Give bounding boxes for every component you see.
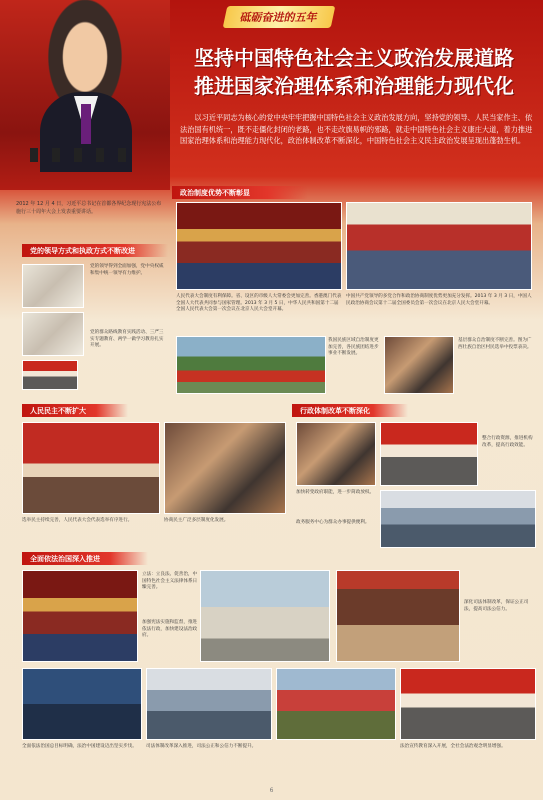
photo-npc-vote	[22, 570, 138, 662]
caption-judicial: 司法体制改革深入推进，司法公正和公信力不断提升。	[146, 744, 257, 749]
portrait-tie	[81, 104, 91, 144]
left-intro-text: 2012 年 12 月 4 日，习近平总书记在首都各界纪念现行宪法公布施行三十周年大会上发表重要讲话。	[16, 201, 162, 215]
photo-service-center	[380, 490, 536, 548]
section-heading-5: 全面依法治国深入推进	[22, 552, 148, 565]
photo-consultation	[164, 422, 286, 514]
microphones	[30, 148, 140, 162]
photo-signing	[296, 422, 376, 486]
photo-public-security	[146, 668, 272, 740]
title-line-2: 推进国家治理体系和治理能力现代化	[194, 74, 514, 98]
photo-police-oath	[22, 668, 142, 740]
left-text-2: 党的群众路线教育实践活动、三严三实专题教育、两学一做学习教育扎实开展。	[90, 330, 164, 348]
right-text-3: 加强宪法实施和监督，推进依法行政，加快建设法治政府。	[142, 620, 198, 638]
caption-rule-of-law: 全面依法治国总目标明确，法治中国建设迈出坚实步伐。	[22, 744, 137, 749]
photo-document	[22, 312, 84, 356]
photo-newspaper	[22, 264, 84, 308]
photo-court-building	[200, 570, 330, 662]
caption-consultation: 协商民主广泛多层制度化发展。	[164, 518, 229, 523]
photo-village-vote	[384, 336, 454, 394]
caption-law-education: 法治宣传教育深入开展，全社会法治观念明显增强。	[400, 744, 506, 749]
intro-paragraph: 以习近平同志为核心的党中央牢牢把握中国特色社会主义政治发展方向，坚持党的领导、人民当家作主、依法治国有机统一，既不走僵化封闭的老路，也不走改旗易帜的邪路，就走中国特色社会主义康庄大道，着力推进国家治理体系和治理能力现代化，政治体制改革不断深化，中国特色社会主义民主政治发展呈现出蓬勃生机。	[180, 113, 533, 145]
right-text-4: 深化司法体制改革，保证公正司法，提高司法公信力。	[464, 600, 529, 612]
caption-village: 基层群众自治制度不断完善。图为广西壮族自治区村民选举中投票表决。	[458, 338, 532, 350]
leader-portrait	[0, 0, 170, 190]
photo-npc-session	[176, 202, 342, 290]
photo-ballot-box	[22, 422, 160, 514]
photo-courtroom	[336, 570, 460, 662]
caption-cppcc: 中国共产党领导的多党合作和政治协商制度优势更加充分发挥。2013 年 3 月 3 日，中国人民政治协商会议第十二届全国委员会第一次会议在北京人民大会堂开幕。	[346, 294, 532, 306]
photo-reform-ceremony	[380, 422, 478, 486]
section-heading-2: 党的领导方式和执政方式不断改进	[22, 244, 168, 257]
banner-tag: 砥砺奋进的五年	[223, 6, 336, 28]
photo-study	[22, 360, 78, 390]
right-text-1: 整合行政资源，推进机构改革，提高行政效能。	[482, 436, 533, 448]
right-text-2: 立法：立良法、促善治，中国特色社会主义法律体系日臻完善。	[142, 572, 198, 590]
page-number: 6	[269, 787, 274, 794]
photo-law-promotion	[276, 668, 396, 740]
photo-cppcc-session	[346, 202, 532, 290]
section-heading-4: 行政体制改革不断深化	[292, 404, 408, 417]
left-text-1: 党的领导得到全面加强，党中央权威和集中统一领导有力维护。	[90, 264, 164, 276]
caption-election: 选举民主持续完善，人民代表大会代表选举有序进行。	[22, 518, 133, 523]
section-heading-3: 人民民主不断扩大	[22, 404, 128, 417]
photo-law-education	[400, 668, 536, 740]
caption-npc: 人民代表大会制度有利保障。省、设区的市级人大常委会更加完善。香港澳门代表全国人大代表共同参与国家管理。2013 年 3 月 5 日，中华人民共和国第十二届全国人民代表大会第一次会议在北京人民大会堂开幕。	[176, 294, 342, 312]
photo-ethnic-parade	[176, 336, 326, 394]
caption-ethnic: 我国民族区域自治制度更加完善，各民族团结进步事业不断发展。	[328, 338, 379, 356]
caption-admin: 加快转变政府职能，进一步简政放权。	[296, 490, 375, 495]
caption-service: 政务服务中心为群众办事提供便利。	[296, 520, 370, 525]
title-line-1: 坚持中国特色社会主义政治发展道路	[194, 46, 514, 70]
section-heading-1: 政治制度优势不断彰显	[172, 186, 308, 199]
page-title	[168, 44, 540, 100]
